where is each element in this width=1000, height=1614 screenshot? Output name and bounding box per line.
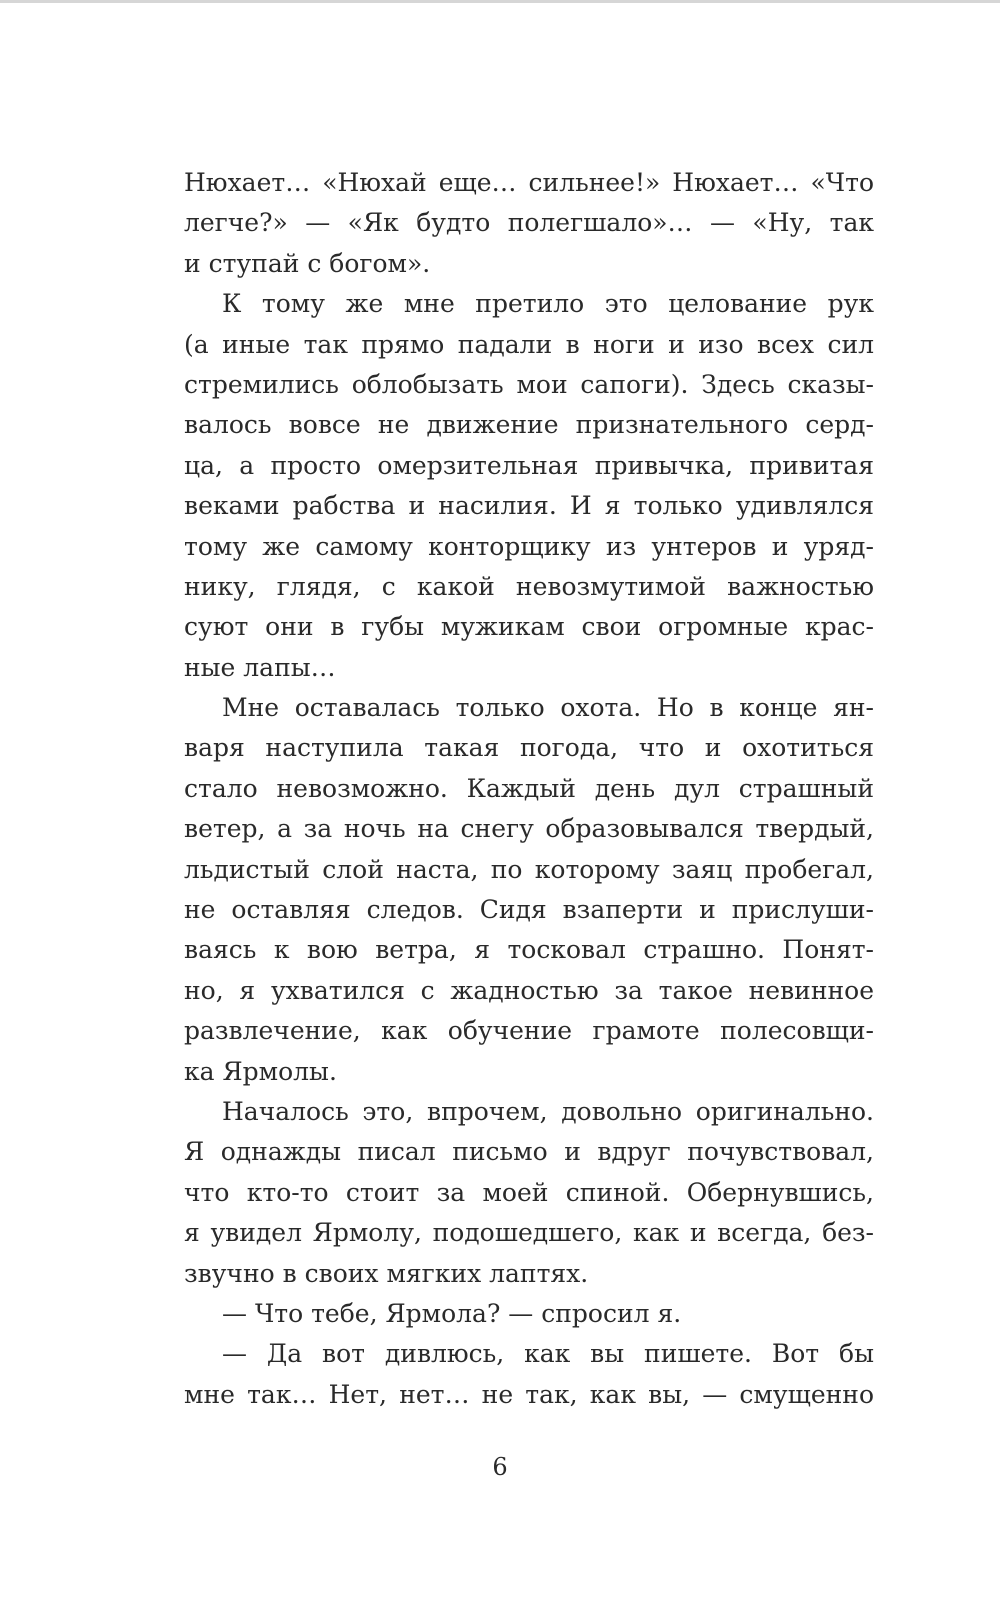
text-line: (а иные так прямо падали в ноги и изо всех сил <box>184 329 874 359</box>
text-line: — Что тебе, Ярмола? — спросил я. <box>222 1298 682 1328</box>
text-line: легче?» — «Як будто полегшало»… — «Ну, так <box>184 208 874 238</box>
text-line: что кто-то стоит за моей спиной. Обернувшись, <box>184 1177 874 1207</box>
text-line: и ступай с богом». <box>184 248 431 278</box>
text-line: ветер, а за ночь на снегу образовывался твердый, <box>184 814 874 844</box>
text-line: ваясь к вою ветра, я тосковал страшно. Понят- <box>184 935 874 965</box>
text-line: развлечение, как обучение грамоте полесовщи- <box>184 1016 874 1046</box>
text-line: Началось это, впрочем, довольно оригинально. <box>222 1096 874 1126</box>
text-line: но, я ухватился с жадностью за такое невинное <box>184 975 874 1005</box>
text-line: валось вовсе не движение признательного серд- <box>184 410 874 440</box>
text-line: суют они в губы мужикам свои огромные крас- <box>184 612 874 642</box>
text-line: стремились облобызать мои сапоги). Здесь сказы- <box>184 369 874 399</box>
text-line: льдистый слой наста, по которому заяц пробегал, <box>184 854 874 884</box>
text-line: Мне оставалась только охота. Но в конце ян- <box>222 693 874 723</box>
text-line: Нюхает… «Нюхай еще… сильнее!» Нюхает… «Что <box>184 168 874 197</box>
text-line: веками рабства и насилия. И я только удивлялся <box>184 491 874 521</box>
text-line: мне так… Нет, нет… не так, как вы, — смущенно <box>184 1379 874 1409</box>
text-line: ца, а просто омерзительная привычка, привитая <box>184 450 874 480</box>
text-line: нику, глядя, с какой невозмутимой важностью <box>184 571 874 601</box>
text-line: Я однажды писал письмо и вдруг почувствовал, <box>184 1137 874 1167</box>
text-line: — Да вот дивлюсь, как вы пишете. Вот бы <box>222 1339 874 1369</box>
text-line: ные лапы… <box>184 652 336 682</box>
text-line: тому же самому конторщику из унтеров и уряд- <box>184 531 874 561</box>
top-edge-rule <box>0 0 1000 3</box>
text-line: звучно в своих мягких лаптях. <box>184 1258 589 1288</box>
text-line: варя наступила такая погода, что и охотиться <box>184 733 874 763</box>
page-number: 6 <box>492 1453 508 1481</box>
text-line: я увидел Ярмолу, подошедшего, как и всегда, без- <box>184 1218 874 1248</box>
text-line: стало невозможно. Каждый день дул страшный <box>184 773 874 803</box>
text-line: К тому же мне претило это целование рук <box>222 289 874 319</box>
text-line: не оставляя следов. Сидя взаперти и прислуши- <box>184 895 874 925</box>
text-line: ка Ярмолы. <box>184 1056 337 1086</box>
body-text <box>184 163 874 1415</box>
